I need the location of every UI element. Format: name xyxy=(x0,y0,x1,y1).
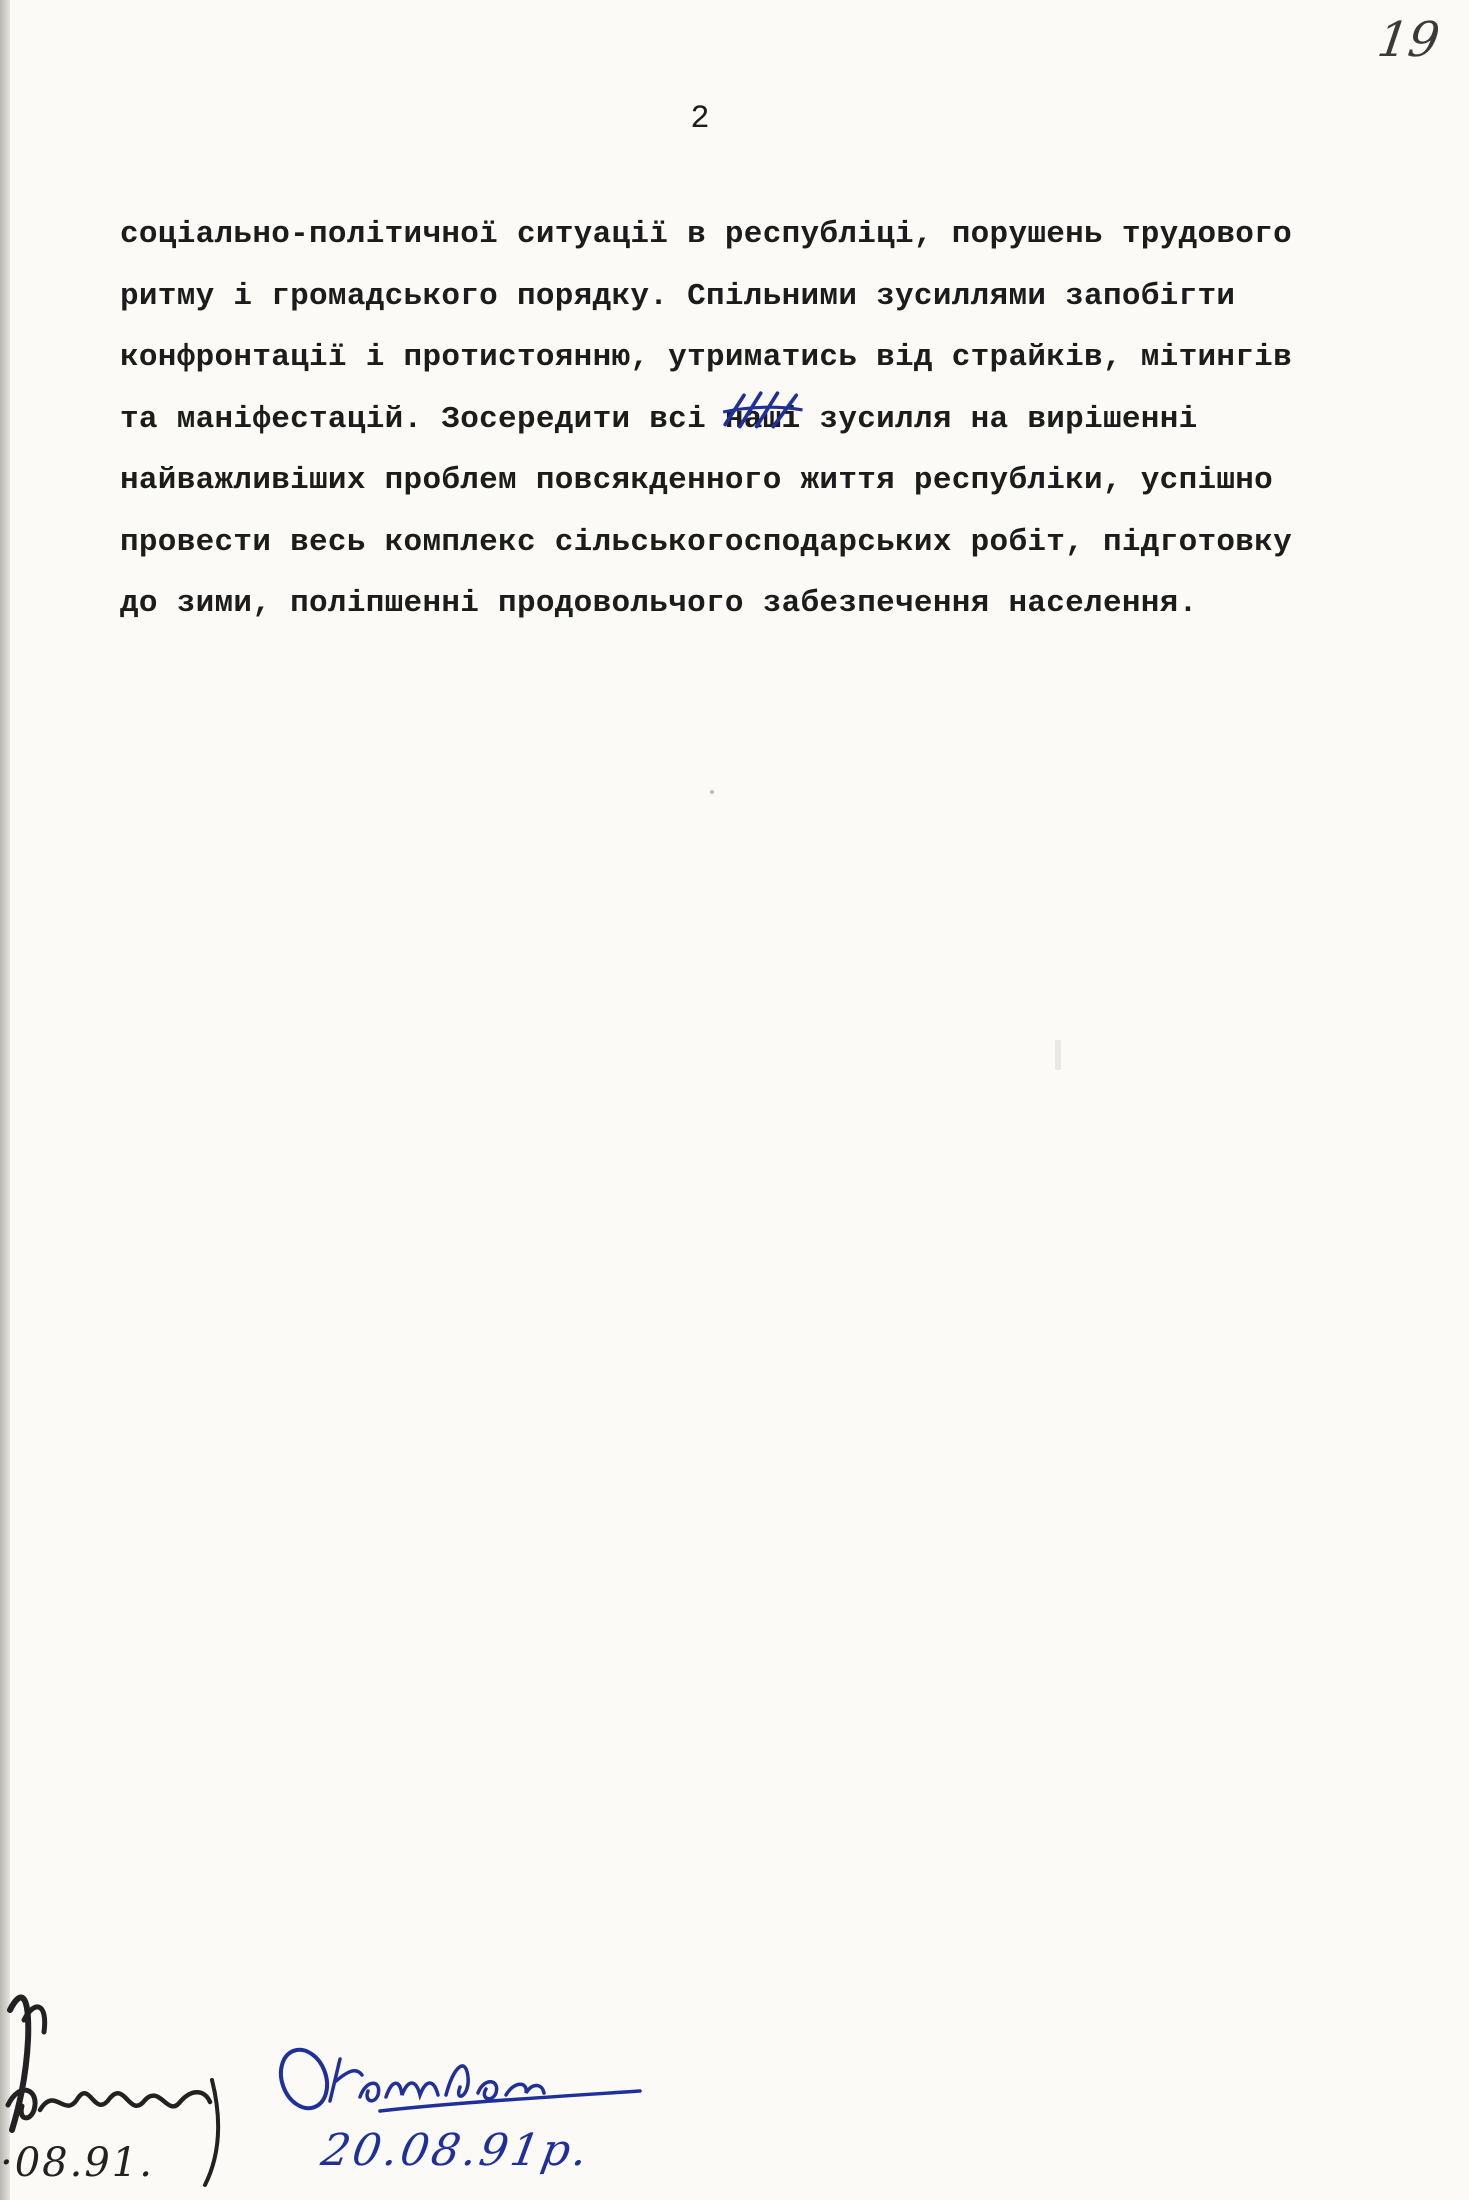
body-line-7: до зими, поліпшенні продовольчого забезпечення населення. xyxy=(120,586,1198,621)
paper-speck xyxy=(1055,1040,1061,1070)
page-number: 2 xyxy=(690,100,710,137)
handwritten-correction xyxy=(725,389,801,451)
body-line-2: ритму і громадського порядку. Спільними зусиллями запобігти xyxy=(120,278,1236,314)
struck-word: наші xyxy=(724,401,801,437)
body-line-1: соціально-політичної ситуації в республіці, порушень трудового xyxy=(120,217,1292,252)
body-line-4-start: та маніфестацій. Зосередити всі xyxy=(120,401,725,437)
document-body xyxy=(120,204,1350,635)
right-signature-date: 20.08.91р. xyxy=(317,2125,595,2176)
archive-folio-number: 19 xyxy=(1374,12,1444,68)
body-line-5: найважливіших проблем повсякденного життя республіки, успішно xyxy=(120,463,1274,498)
body-line-4-end: зусилля на вирішенні xyxy=(800,401,1198,437)
paper-speck xyxy=(710,790,714,794)
body-line-6: провести весь комплекс сільськогосподарських робіт, підготовку xyxy=(120,524,1292,560)
right-signature-graphic xyxy=(270,2035,650,2125)
body-line-3: конфронтації і протистоянню, утриматись від страйків, мітингів xyxy=(120,340,1292,375)
binding-edge xyxy=(0,0,10,2200)
body-line-4 xyxy=(120,389,1350,451)
left-signature-date: ·08.91. xyxy=(0,2140,154,2186)
